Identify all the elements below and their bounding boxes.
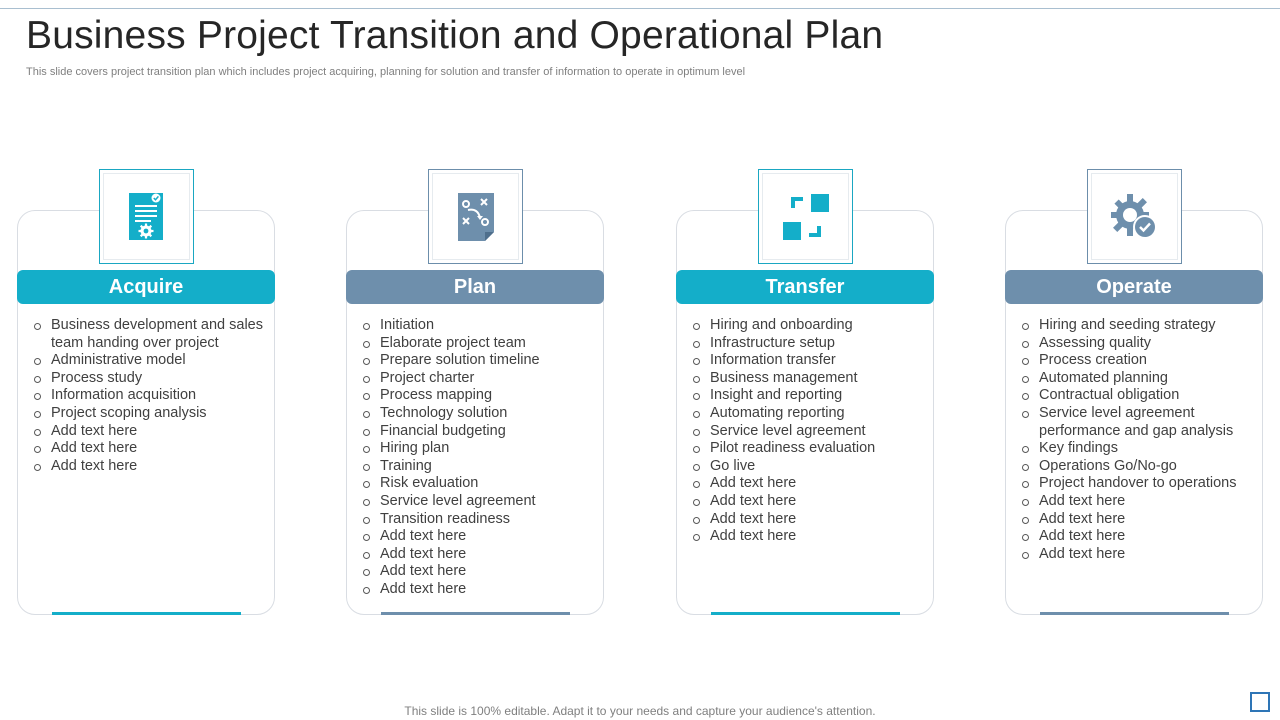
card-list-transfer	[692, 317, 927, 546]
card-transfer	[676, 210, 934, 615]
card-header-plan: Plan	[346, 270, 604, 304]
document-gear-icon	[127, 191, 167, 243]
list-item: Technology solution	[362, 405, 597, 423]
list-item: Add text here	[1021, 546, 1256, 564]
list-item: Service level agreement	[692, 423, 927, 441]
slide-corner-box[interactable]	[1250, 692, 1270, 712]
list-item: Hiring plan	[362, 440, 597, 458]
list-item: Add text here	[692, 511, 927, 529]
list-item: Go live	[692, 458, 927, 476]
strategy-board-icon	[456, 191, 496, 243]
list-item: Process mapping	[362, 387, 597, 405]
card-header-acquire: Acquire	[17, 270, 275, 304]
list-item: Insight and reporting	[692, 387, 927, 405]
list-item: Project charter	[362, 370, 597, 388]
list-item: Add text here	[1021, 528, 1256, 546]
list-item: Financial budgeting	[362, 423, 597, 441]
list-item: Training	[362, 458, 597, 476]
list-item: Add text here	[692, 528, 927, 546]
list-item: Transition readiness	[362, 511, 597, 529]
page-subtitle: This slide covers project transition plan which includes project acquiring, planning for solution and transfer of information to operate in optimum level	[26, 66, 746, 78]
list-item: Project scoping analysis	[33, 405, 268, 423]
list-item: Add text here	[362, 546, 597, 564]
card-accent-bar	[1040, 612, 1229, 615]
card-acquire	[17, 210, 275, 615]
list-item: Business development and sales team handing over project	[33, 317, 268, 352]
card-operate	[1005, 210, 1263, 615]
list-item: Assessing quality	[1021, 335, 1256, 353]
card-list-plan	[362, 317, 597, 599]
list-item: Hiring and seeding strategy	[1021, 317, 1256, 335]
icon-frame-plan	[428, 169, 523, 264]
transfer-arrows-icon	[781, 192, 831, 242]
list-item: Information acquisition	[33, 387, 268, 405]
list-item: Operations Go/No-go	[1021, 458, 1256, 476]
list-item: Prepare solution timeline	[362, 352, 597, 370]
list-item: Automating reporting	[692, 405, 927, 423]
card-header-operate: Operate	[1005, 270, 1263, 304]
list-item: Add text here	[692, 493, 927, 511]
list-item: Elaborate project team	[362, 335, 597, 353]
list-item: Process creation	[1021, 352, 1256, 370]
list-item: Automated planning	[1021, 370, 1256, 388]
card-list-acquire	[33, 317, 268, 475]
top-divider-line	[0, 8, 1280, 9]
card-header-transfer: Transfer	[676, 270, 934, 304]
card-accent-bar	[381, 612, 570, 615]
list-item: Add text here	[1021, 493, 1256, 511]
list-item: Process study	[33, 370, 268, 388]
list-item: Business management	[692, 370, 927, 388]
list-item: Add text here	[33, 423, 268, 441]
list-item: Information transfer	[692, 352, 927, 370]
page-title: Business Project Transition and Operational Plan	[26, 14, 884, 57]
card-plan	[346, 210, 604, 615]
list-item: Pilot readiness evaluation	[692, 440, 927, 458]
list-item: Project handover to operations	[1021, 475, 1256, 493]
list-item: Hiring and onboarding	[692, 317, 927, 335]
icon-frame-acquire	[99, 169, 194, 264]
list-item: Infrastructure setup	[692, 335, 927, 353]
list-item: Key findings	[1021, 440, 1256, 458]
card-accent-bar	[52, 612, 241, 615]
list-item: Add text here	[362, 581, 597, 599]
list-item: Add text here	[362, 528, 597, 546]
list-item: Service level agreement performance and gap analysis	[1021, 405, 1256, 440]
footer-note: This slide is 100% editable. Adapt it to your needs and capture your audience's attention.	[404, 704, 876, 718]
list-item: Risk evaluation	[362, 475, 597, 493]
list-item: Administrative model	[33, 352, 268, 370]
list-item: Add text here	[692, 475, 927, 493]
list-item: Add text here	[1021, 511, 1256, 529]
card-accent-bar	[711, 612, 900, 615]
icon-frame-operate	[1087, 169, 1182, 264]
icon-frame-transfer	[758, 169, 853, 264]
list-item: Add text here	[33, 458, 268, 476]
list-item: Initiation	[362, 317, 597, 335]
card-list-operate	[1021, 317, 1256, 563]
list-item: Add text here	[33, 440, 268, 458]
list-item: Contractual obligation	[1021, 387, 1256, 405]
list-item: Add text here	[362, 563, 597, 581]
gear-check-icon	[1109, 192, 1161, 242]
list-item: Service level agreement	[362, 493, 597, 511]
